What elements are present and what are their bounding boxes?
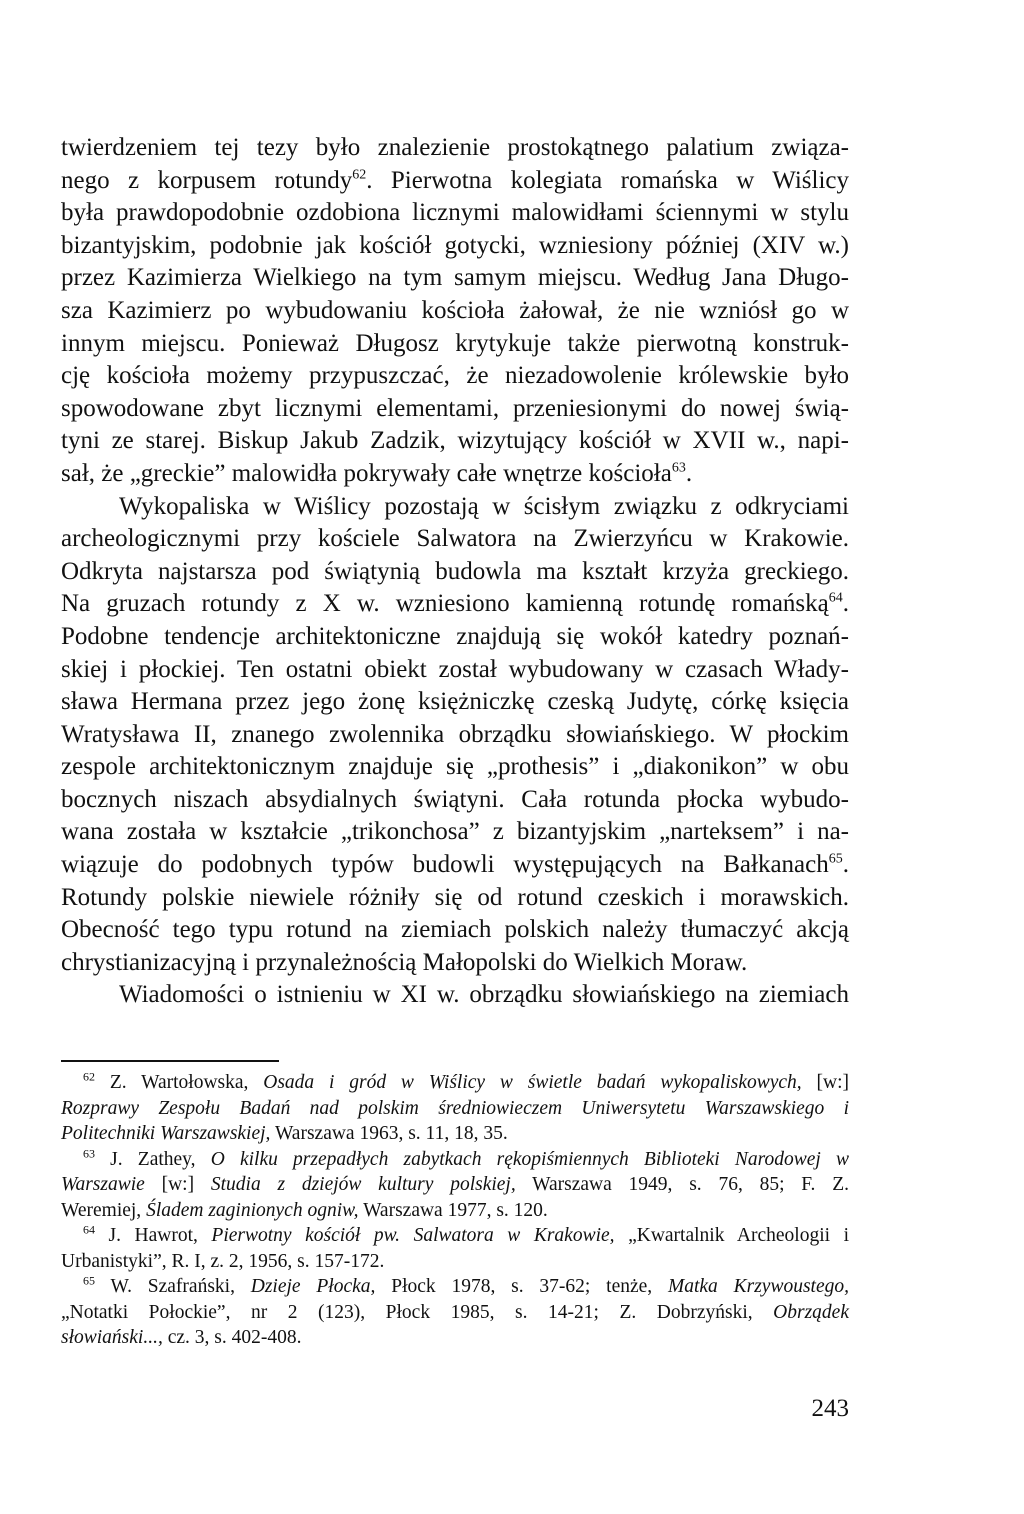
text-segment: twierdzeniem tej tezy było znalezienie prostokątnego palatium związa- bbox=[61, 134, 849, 161]
text-segment: sza Kazimierz po wybudowaniu kościoła żałował, że nie wzniósł go w bbox=[61, 296, 849, 324]
text-line bbox=[61, 132, 849, 165]
text-line bbox=[61, 295, 849, 328]
text-segment: Na gruzach rotundy z X w. wzniesiono kamienną rotundę romańską bbox=[61, 590, 829, 618]
text-segment: Odkryta najstarsza pod świątynią budowla ma kształt krzyża greckiego. bbox=[61, 557, 849, 585]
footnote-text: Warszawa 1977, s. 120. bbox=[358, 1199, 548, 1221]
text-line bbox=[61, 556, 849, 589]
text-segment: zespole architektonicznym znajduje się „prothesis” i „diakonikon” w obu bbox=[61, 753, 849, 781]
text-segment: nego z korpusem rotundy bbox=[61, 166, 353, 194]
footnote-text: Warszawa 1963, s. 11, 18, 35. bbox=[270, 1123, 508, 1144]
text-segment: cję kościoła możemy przypuszczać, że niezadowolenie królewskie było bbox=[61, 362, 849, 390]
footnote-title: Studia z dziejów kultury polskiej, bbox=[210, 1174, 516, 1195]
footnote-title: Rozprawy Zespołu Badań nad polskim średniowieczem Uniwersytetu Warszawskiego i bbox=[61, 1097, 849, 1119]
footnote-title: Dzieje Płocka, bbox=[250, 1276, 376, 1297]
footnote-line bbox=[61, 1274, 849, 1300]
footnote-title: O kilku przepadłych zabytkach rękopiśmiennych Biblioteki Narodowej w bbox=[210, 1148, 850, 1170]
footnote-line bbox=[61, 1172, 849, 1198]
footnote-line bbox=[61, 1198, 849, 1224]
text-segment: . bbox=[685, 459, 693, 487]
main-text bbox=[61, 132, 849, 1012]
text-segment: skiej i płockiej. Ten ostatni obiekt został wybudowany w czasach Włady- bbox=[61, 655, 849, 683]
text-line bbox=[61, 816, 849, 849]
footnote-title: Obrządek bbox=[773, 1301, 849, 1323]
footnote-text: [w:] bbox=[801, 1072, 849, 1093]
text-segment: bizantyjskim, podobnie jak kościół gotycki, wzniesiony później (XIV w.) bbox=[61, 231, 849, 259]
text-segment: spowodowane zbyt licznymi elementami, przeniesionymi do nowej świą- bbox=[61, 394, 849, 422]
text-line bbox=[61, 262, 849, 295]
footnote-reference: 62 bbox=[352, 167, 367, 183]
footnote-text: „Notatki Połockie”, nr 2 (123), Płock 1985, s. 14-21; Z. Dobrzyński, bbox=[61, 1301, 774, 1323]
footnote-title: Politechniki Warszawskiej, bbox=[61, 1123, 271, 1144]
text-segment: sława Hermana przez jego żonę księżniczkę czeską Judytę, córkę księcia bbox=[61, 688, 849, 716]
footnote-number: 62 bbox=[83, 1069, 95, 1084]
footnote-line bbox=[61, 1121, 849, 1147]
text-segment: była prawdopodobnie ozdobiona licznymi malowidłami ściennymi w stylu bbox=[61, 199, 849, 227]
footnote-text: „Kwartalnik Archeologii i bbox=[614, 1225, 849, 1246]
text-segment: . bbox=[842, 590, 849, 618]
page-number: 243 bbox=[811, 1395, 849, 1422]
text-line bbox=[61, 523, 849, 556]
footnote-number: 63 bbox=[83, 1146, 95, 1160]
footnote-text: [w:] bbox=[144, 1174, 211, 1195]
text-line bbox=[61, 197, 849, 230]
text-segment: archeologicznymi przy kościele Salwatora na Zwierzyńcu w Krakowie. bbox=[61, 525, 849, 553]
text-line bbox=[61, 784, 849, 817]
footnote-reference: 65 bbox=[828, 851, 843, 867]
footnote-text: J. Hawrot, bbox=[108, 1225, 212, 1246]
footnote-number: 65 bbox=[83, 1273, 95, 1288]
text-line bbox=[61, 654, 849, 687]
text-segment: przez Kazimierza Wielkiego na tym samym miejscu. Według Jana Długo- bbox=[61, 264, 849, 292]
footnote-line bbox=[61, 1096, 849, 1122]
text-line bbox=[61, 425, 849, 458]
footnote-reference: 64 bbox=[828, 590, 843, 606]
footnote-title: słowiański..., bbox=[61, 1327, 163, 1348]
text-line bbox=[61, 360, 849, 393]
footnote-62 bbox=[61, 1070, 849, 1147]
text-segment: Obecność tego typu rotund na ziemiach polskich należy tłumaczyć akcją bbox=[61, 916, 849, 944]
text-line bbox=[61, 165, 849, 198]
text-segment: Wykopaliska w Wiślicy pozostają w ścisłym związku z odkryciami bbox=[119, 492, 849, 520]
footnote-line bbox=[61, 1300, 849, 1326]
footnote-text: Z. Wartołowska, bbox=[109, 1072, 264, 1093]
text-line bbox=[61, 230, 849, 263]
text-line bbox=[61, 393, 849, 426]
text-line bbox=[61, 914, 849, 947]
text-line bbox=[61, 686, 849, 719]
text-segment: Podobne tendencje architektoniczne znajdują się wokół katedry poznań- bbox=[61, 622, 849, 650]
text-line bbox=[61, 328, 849, 361]
text-line bbox=[61, 491, 849, 524]
footnote-text: cz. 3, s. 402-408. bbox=[162, 1327, 302, 1348]
footnote-text: W. Szafrański, bbox=[110, 1276, 251, 1297]
footnote-line bbox=[61, 1223, 849, 1249]
footnote-text: Płock 1978, s. 37-62; tenże, bbox=[375, 1276, 668, 1297]
footnote-line bbox=[61, 1147, 849, 1173]
text-line bbox=[61, 979, 849, 1012]
footnote-reference: 63 bbox=[671, 460, 686, 476]
text-segment: wiązuje do podobnych typów budowli występujących na Bałkanach bbox=[61, 851, 829, 879]
text-segment: tyni ze starej. Biskup Jakub Zadzik, wizytujący kościół w XVII w., napi- bbox=[61, 427, 849, 455]
footnote-text: Weremiej, bbox=[61, 1199, 147, 1221]
text-segment: . bbox=[842, 851, 849, 879]
text-line bbox=[61, 751, 849, 784]
text-segment: innym miejscu. Ponieważ Długosz krytykuje także pierwotną konstruk- bbox=[61, 329, 849, 357]
footnote-63 bbox=[61, 1147, 849, 1224]
text-segment: wana została w kształcie „trikonchosa” z bizantyjskim „narteksem” i na- bbox=[61, 818, 849, 846]
footnote-65 bbox=[61, 1274, 849, 1351]
text-segment: . Pierwotna kolegiata romańska w Wiślicy bbox=[366, 166, 850, 194]
footnote-title: Warszawie bbox=[61, 1174, 145, 1195]
footnote-line bbox=[61, 1070, 849, 1096]
text-segment: bocznych niszach absydialnych świątyni. Cała rotunda płocka wybudo- bbox=[61, 785, 849, 813]
footnote-separator bbox=[61, 1060, 279, 1062]
footnote-title: Śladem zaginionych ogniw, bbox=[146, 1199, 359, 1221]
text-line bbox=[61, 882, 849, 915]
footnote-title: Pierwotny kościół pw. Salwatora w Krakowie, bbox=[211, 1225, 615, 1246]
footnote-line bbox=[61, 1249, 849, 1275]
text-line bbox=[61, 849, 849, 882]
footnote-text: Urbanistyki”, R. I, z. 2, 1956, s. 157-172. bbox=[61, 1250, 385, 1272]
text-segment: sał, że „greckie” malowidła pokrywały całe wnętrze kościoła bbox=[61, 459, 672, 487]
text-line bbox=[61, 588, 849, 621]
footnote-64 bbox=[61, 1223, 849, 1274]
footnote-text: Warszawa 1949, s. 76, 85; F. Z. bbox=[515, 1174, 849, 1195]
text-line bbox=[61, 947, 849, 980]
text-line bbox=[61, 719, 849, 752]
text-segment: chrystianizacyjną i przynależnością Małopolski do Wielkich Moraw. bbox=[61, 948, 748, 976]
text-line bbox=[61, 458, 849, 491]
text-segment: Wratysława II, znanego zwolennika obrządku słowiańskiego. W płockim bbox=[61, 720, 849, 748]
footnote-title: Matka Krzywoustego, bbox=[667, 1276, 849, 1297]
footnote-number: 64 bbox=[83, 1222, 95, 1237]
footnote-line bbox=[61, 1325, 849, 1351]
text-line bbox=[61, 621, 849, 654]
footnotes bbox=[61, 1070, 849, 1351]
footnote-title: Osada i gród w Wiślicy w świetle badań wykopaliskowych, bbox=[263, 1072, 802, 1093]
text-segment: Wiadomości o istnieniu w XI w. obrządku słowiańskiego na ziemiach bbox=[119, 981, 849, 1009]
text-segment: Rotundy polskie niewiele różniły się od rotund czeskich i morawskich. bbox=[61, 883, 849, 911]
footnote-text: J. Zathey, bbox=[110, 1148, 211, 1170]
